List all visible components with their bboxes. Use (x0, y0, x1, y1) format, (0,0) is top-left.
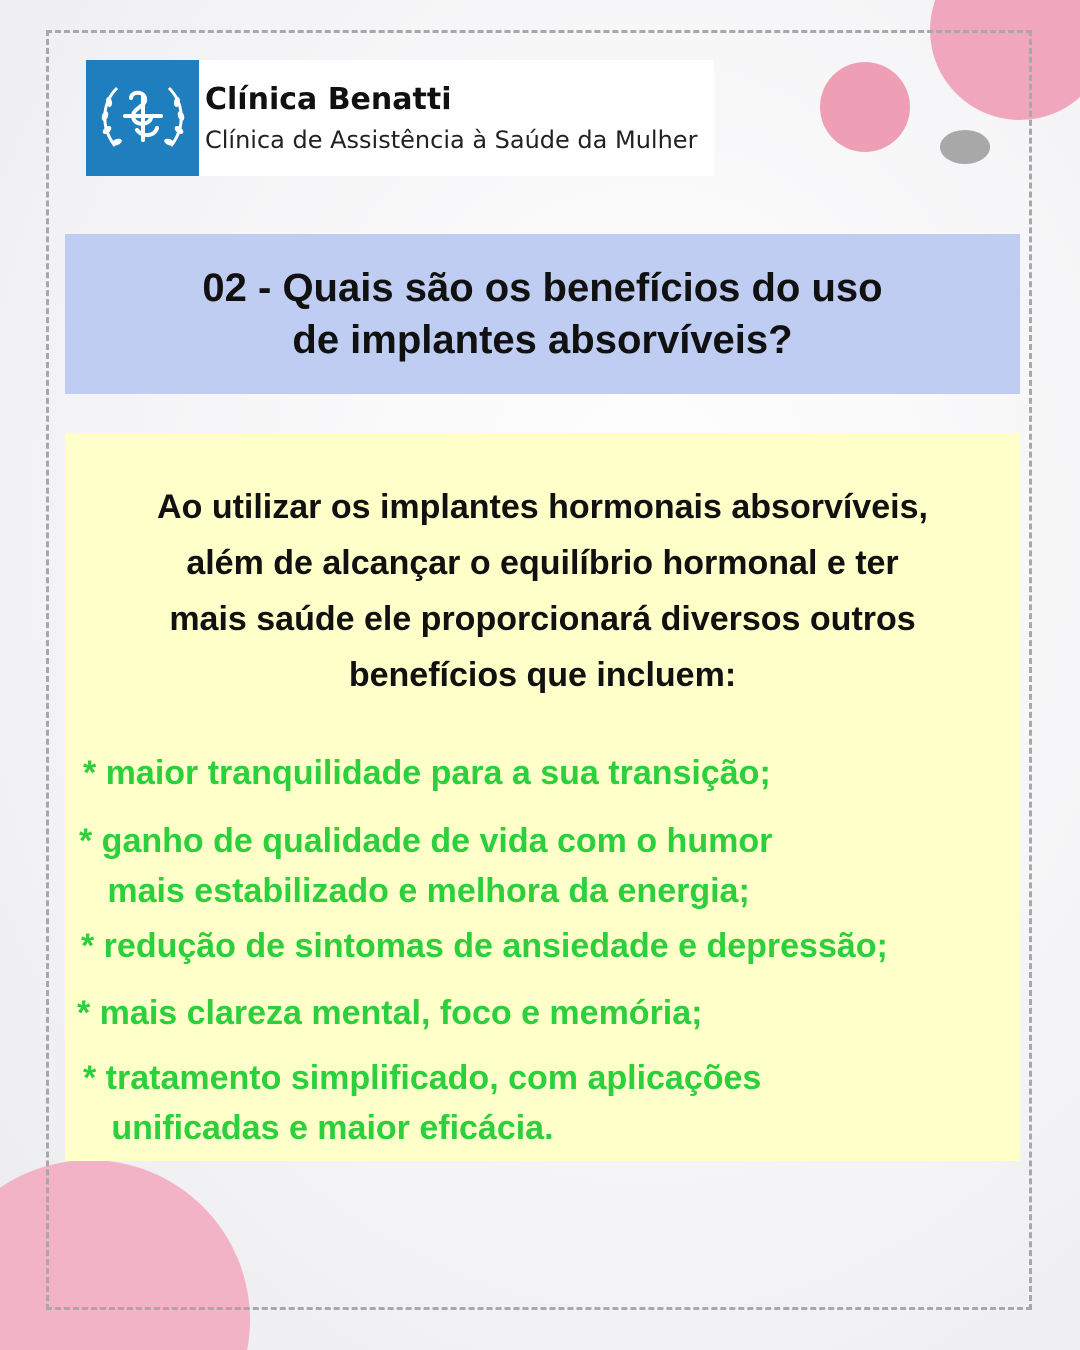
clinic-name: Clínica Benatti (205, 81, 452, 117)
benefit-item: * redução de sintomas de ansiedade e depressão; (81, 927, 888, 965)
benefit-item: * ganho de qualidade de vida com o humor mais estabilizado e melhora da energia; (79, 822, 773, 910)
question-box (65, 234, 1020, 394)
clinic-header-text (199, 83, 697, 154)
benefit-item: * mais clareza mental, foco e memória; (77, 994, 703, 1032)
clinic-header (86, 60, 714, 176)
answer-box (65, 433, 1020, 1161)
question-title: 02 - Quais são os benefícios do uso de implantes absorvíveis? (202, 266, 883, 362)
benefit-item: * maior tranquilidade para a sua transição; (83, 754, 771, 792)
benefit-item: * tratamento simplificado, com aplicações unificadas e maior eficácia. (83, 1059, 762, 1147)
answer-intro: Ao utilizar os implantes hormonais absorvíveis, além de alcançar o equilíbrio hormonal e ter mais saúde ele proporcionará diversos outros benefícios que incluem: (157, 488, 928, 694)
clinic-emblem-icon (86, 60, 199, 176)
clinic-subtitle: Clínica de Assistência à Saúde da Mulher (205, 125, 698, 154)
